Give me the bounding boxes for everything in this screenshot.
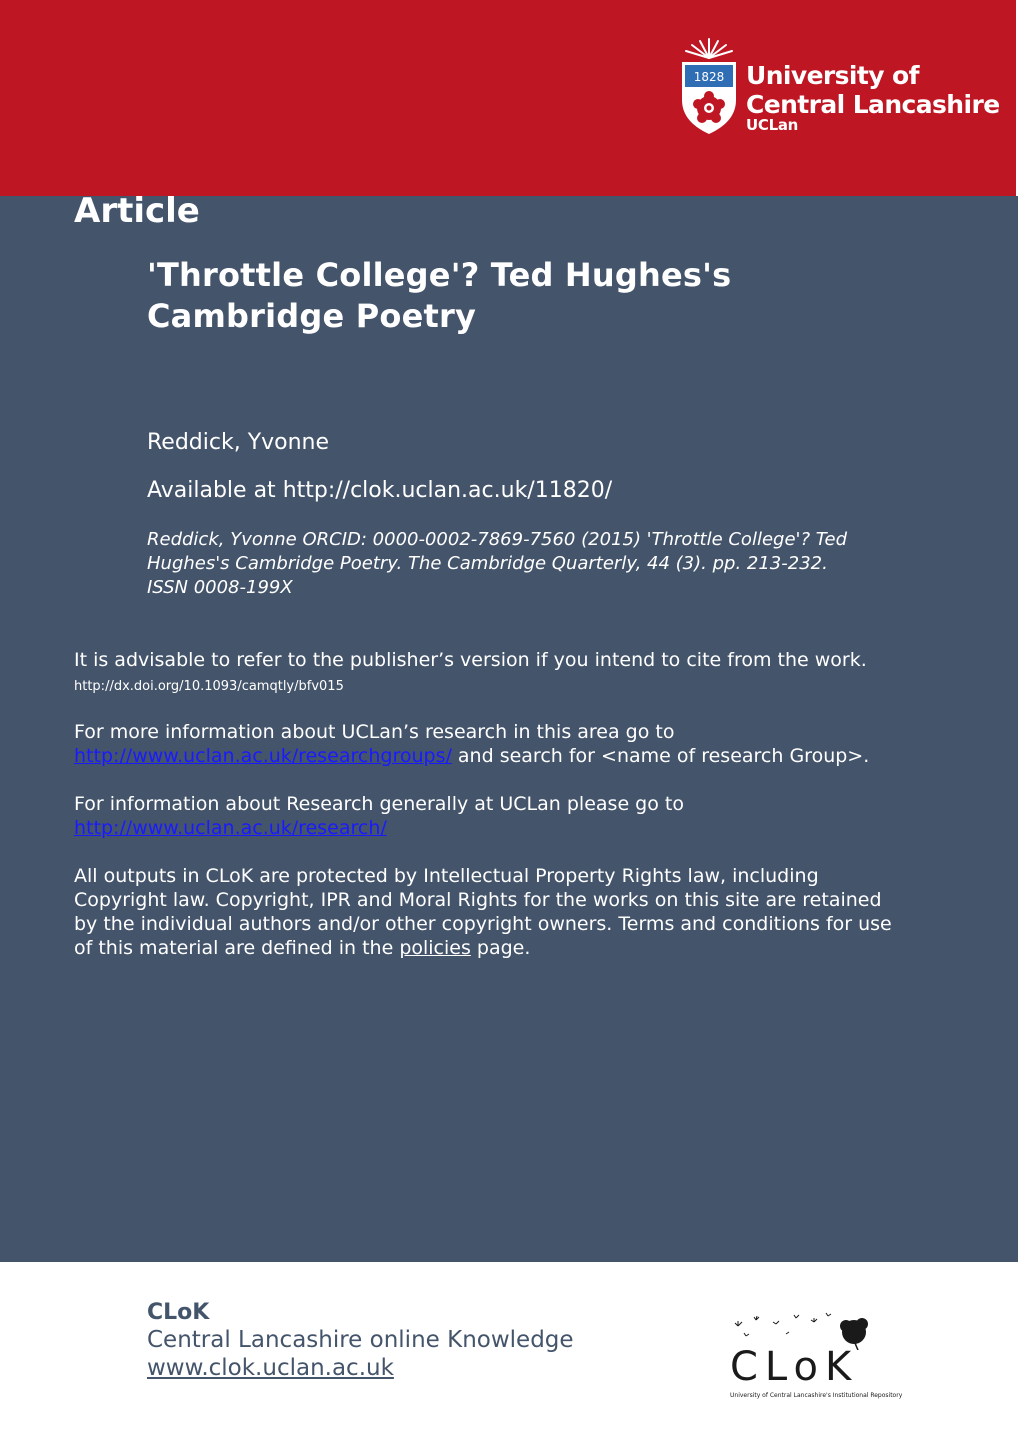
advisory-text: It is advisable to refer to the publisher’s version if you intend to cite from the work. bbox=[74, 649, 867, 671]
research-groups-suffix: and search for <name of research Group>. bbox=[451, 745, 870, 767]
rights-line-4-suffix: page. bbox=[470, 937, 531, 959]
research-groups-text: For more information about UCLan’s research in this area go to bbox=[74, 721, 675, 743]
clok-logo-word: CLoK bbox=[730, 1344, 859, 1390]
availability-line bbox=[147, 478, 612, 503]
citation-line-2: Hughes's Cambridge Poetry. The Cambridge Quarterly, 44 (3). pp. 213-232. bbox=[147, 553, 828, 574]
availability-prefix: Available at bbox=[147, 478, 283, 503]
uclan-shield-icon bbox=[678, 36, 740, 136]
clok-title: CLoK bbox=[147, 1300, 210, 1325]
clok-url-link[interactable]: www.clok.uclan.ac.uk bbox=[147, 1355, 394, 1381]
research-general-text: For information about Research generally at UCLan please go to bbox=[74, 793, 684, 815]
policies-link[interactable]: policies bbox=[399, 937, 471, 959]
header-banner bbox=[0, 0, 1016, 196]
logo-text-line2: Central Lancashire bbox=[746, 90, 1000, 119]
author: Reddick, Yvonne bbox=[147, 430, 330, 455]
clok-logo-tagline: University of Central Lancashire's Institutional Repository bbox=[730, 1392, 903, 1399]
uclan-logo bbox=[678, 36, 998, 140]
rights-notice bbox=[74, 864, 974, 960]
logo-year: 1828 bbox=[693, 70, 725, 84]
title-line-1: 'Throttle College'? Ted Hughes's bbox=[147, 256, 732, 294]
title-line-2: Cambridge Poetry bbox=[147, 297, 477, 335]
logo-text-line3: UCLan bbox=[746, 116, 799, 134]
clok-subtitle: Central Lancashire online Knowledge bbox=[147, 1327, 574, 1353]
citation-line-1: Reddick, Yvonne ORCID: 0000-0002-7869-7560 (2015) 'Throttle College'? Ted bbox=[147, 529, 848, 550]
citation-line-3: ISSN 0008-199X bbox=[147, 577, 293, 598]
rights-line-4-prefix: of this material are defined in the bbox=[74, 937, 400, 959]
rights-line-4 bbox=[74, 936, 974, 960]
research-groups-link[interactable]: http://www.uclan.ac.uk/researchgroups/ bbox=[74, 745, 452, 767]
research-general-line2 bbox=[74, 816, 974, 840]
rights-line-2: Copyright law. Copyright, IPR and Moral Rights for the works on this site are retained bbox=[74, 889, 882, 911]
availability-url[interactable]: http://clok.uclan.ac.uk/11820/ bbox=[282, 478, 613, 503]
logo-text-line1: University of bbox=[746, 61, 919, 90]
doi-link[interactable]: http://dx.doi.org/10.1093/camqtly/bfv015 bbox=[74, 679, 344, 694]
rights-line-1: All outputs in CLoK are protected by Intellectual Property Rights law, including bbox=[74, 865, 819, 887]
research-groups-info bbox=[74, 720, 974, 768]
research-link[interactable]: http://www.uclan.ac.uk/research/ bbox=[74, 817, 387, 839]
research-groups-line2 bbox=[74, 744, 974, 768]
rights-line-3: by the individual authors and/or other copyright owners. Terms and conditions for use bbox=[74, 913, 892, 935]
clok-logo bbox=[726, 1310, 903, 1405]
research-general-info bbox=[74, 792, 974, 840]
document-type-label: Article bbox=[74, 191, 200, 231]
